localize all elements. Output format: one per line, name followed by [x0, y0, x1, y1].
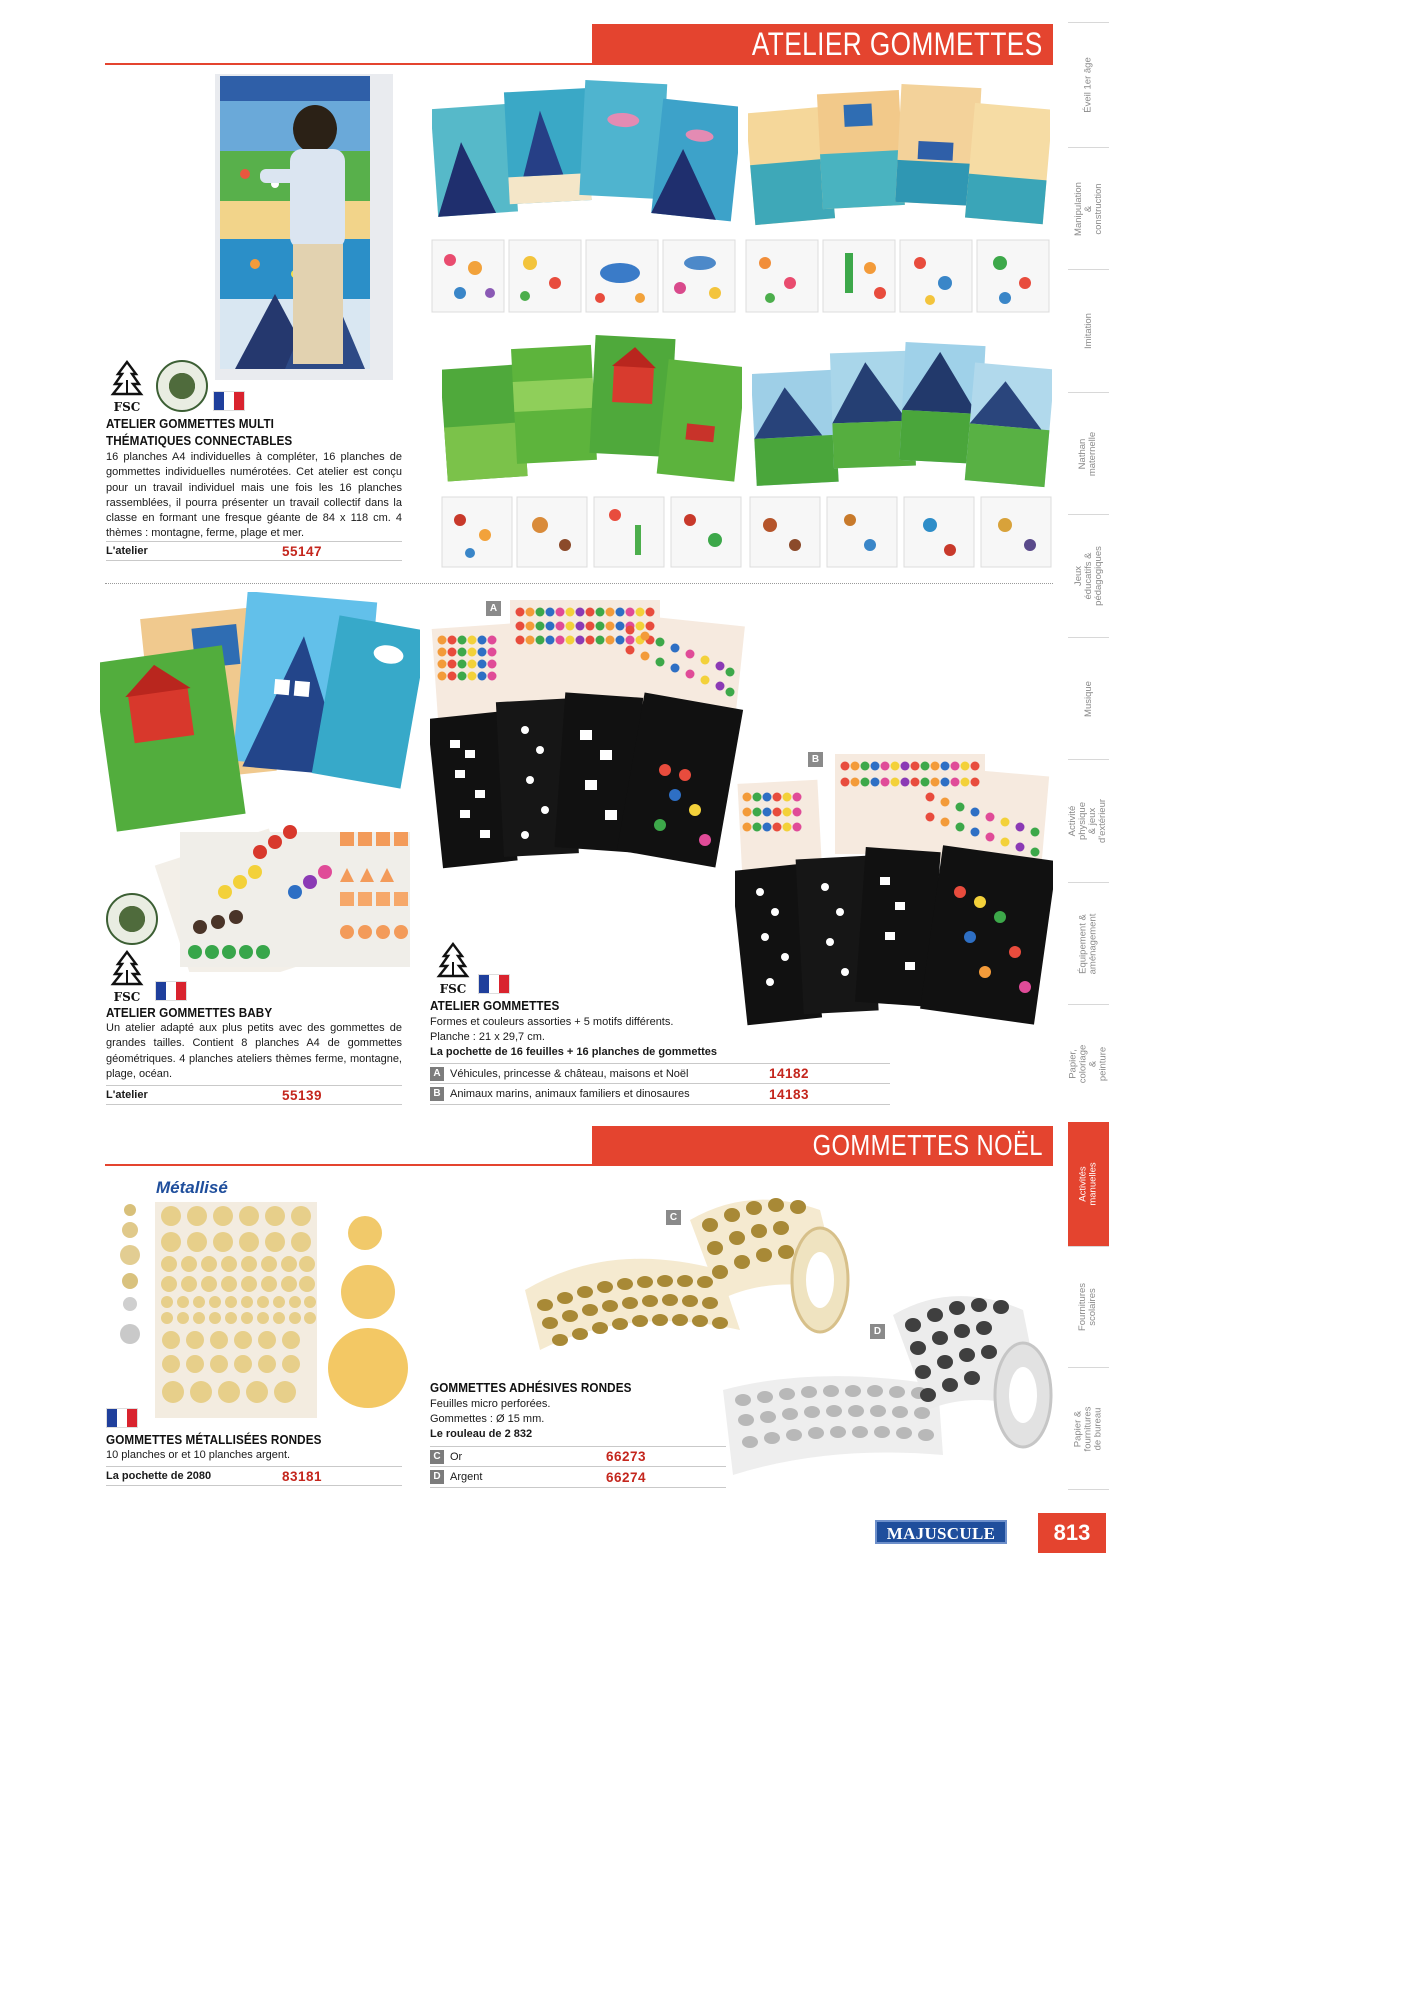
product-title-multi-1: ATELIER GOMMETTES MULTI: [106, 416, 275, 431]
product-title-multi-2: THÉMATIQUES CONNECTABLES: [106, 433, 293, 448]
product-line-atelier-1: Formes et couleurs assorties + 5 motifs différents.: [430, 1016, 674, 1028]
dotted-separator: [105, 583, 1053, 584]
fsc-logo-baby: FSC: [104, 950, 150, 1006]
tab-jeux-educatifs[interactable]: Jeux éducatifs & pédagogiques: [1068, 514, 1109, 637]
product-desc-multi: 16 planches A4 individuelles à compléter, 16 planches de gommettes individuelles numérotées. Cet atelier est conçu pour un travail individuel mais une fois les 16 planches rassemblées, il pourra présenter un travail collectif dans la classe en formant une fresque géante de 84 x 118 cm. 4 thèmes : montagne, ferme, plage et mer.: [106, 451, 402, 540]
product-title-baby: ATELIER GOMMETTES BABY: [106, 1005, 273, 1020]
tab-papier-coloriage[interactable]: Papier, coloriage & peinture: [1068, 1004, 1109, 1122]
metallise-badge: Métallisé: [156, 1178, 228, 1197]
section-title-atelier: ATELIER GOMMETTES: [592, 24, 1053, 65]
imprim-vert-logo: [156, 360, 208, 412]
tab-fournitures-scolaires[interactable]: Fournitures scolaires: [1068, 1246, 1109, 1367]
tab-equipement[interactable]: Équipement & aménagement: [1068, 882, 1109, 1004]
product-title-metal: GOMMETTES MÉTALLISÉES RONDES: [106, 1432, 322, 1447]
photo-atelier-a: [430, 600, 746, 882]
ref-metal: 83181: [282, 1468, 323, 1484]
variant-row-d: [430, 1467, 726, 1488]
tab-activite-physique[interactable]: Activité physique & jeux d'extérieur: [1068, 759, 1109, 882]
product-desc-baby: Un atelier adapté aux plus petits avec des gommettes de grandes tailles. Contient 8 planches A4 de gommettes géométriques. 4 planches ateliers thèmes ferme, montagne, plage, océan.: [106, 1022, 402, 1080]
price-row-metal: La pochette de 2080 83181: [106, 1466, 402, 1486]
photo-sheets-ocean: [432, 80, 738, 230]
variant-row-a: [430, 1063, 890, 1084]
ref-baby: 55139: [282, 1087, 323, 1103]
photo-sticker-row-1: [430, 238, 1052, 314]
tab-activites-manuelles[interactable]: Activités manuelles: [1068, 1122, 1109, 1246]
photo-child-fresco: [215, 74, 393, 380]
tab-manipulation[interactable]: Manipulation & construction: [1068, 147, 1109, 269]
product-pack-atelier: La pochette de 16 feuilles + 16 planches de gommettes: [430, 1046, 718, 1058]
category-sidebar: [1068, 22, 1109, 1490]
variant-tag-a: A: [486, 601, 501, 616]
variant-tag-c: C: [666, 1210, 681, 1225]
photo-sheets-mountain: [752, 342, 1052, 494]
ref-multi: 55147: [282, 543, 323, 559]
tab-musique[interactable]: Musique: [1068, 637, 1109, 759]
imprim-vert-logo-baby: [106, 893, 158, 945]
ref-14182: 14182: [769, 1066, 810, 1081]
photo-sticker-row-2: [440, 495, 1052, 569]
tab-nathan[interactable]: Nathan maternelle: [1068, 392, 1109, 514]
ref-14183: 14183: [769, 1086, 810, 1102]
france-flag-icon: [106, 1408, 138, 1428]
photo-metallic-stickers: [115, 1198, 415, 1420]
product-line-rondes-1: Feuilles micro perforées.: [430, 1398, 551, 1410]
variant-label-d: Argent: [450, 1471, 483, 1483]
page-number: 813: [1038, 1513, 1106, 1553]
photo-sheets-farm: [442, 335, 742, 485]
tab-imitation[interactable]: Imitation: [1068, 269, 1109, 392]
variant-tag-d: D: [870, 1324, 885, 1339]
product-pack-rondes: Le rouleau de 2 832: [430, 1428, 533, 1440]
variant-label-a: Véhicules, princesse & château, maisons et Noël: [450, 1067, 689, 1080]
ref-66273: 66273: [606, 1449, 647, 1464]
tab-papier-bureau[interactable]: Papier & fournitures de bureau: [1068, 1367, 1109, 1490]
france-flag-icon: [213, 391, 245, 411]
product-desc-metal: 10 planches or et 10 planches argent.: [106, 1449, 291, 1461]
variant-label-c: Or: [450, 1450, 463, 1463]
tab-eveil[interactable]: Éveil 1er âge: [1068, 22, 1109, 147]
variant-letter-a: A: [430, 1067, 444, 1081]
product-title-rondes: GOMMETTES ADHÉSIVES RONDES: [430, 1380, 632, 1395]
product-line-rondes-2: Gommettes : Ø 15 mm.: [430, 1413, 545, 1425]
brand-logo: MAJUSCULE: [875, 1520, 1007, 1544]
product-line-atelier-2: Planche : 21 x 29,7 cm.: [430, 1031, 545, 1043]
section-title-noel: GOMMETTES NOËL: [592, 1126, 1053, 1166]
variant-letter-b: B: [430, 1087, 444, 1101]
france-flag-icon: [478, 974, 510, 994]
ref-66274: 66274: [606, 1469, 647, 1485]
variant-letter-d: D: [430, 1470, 444, 1484]
variant-label-b: Animaux marins, animaux familiers et dinosaures: [450, 1088, 690, 1100]
price-row-multi: L'atelier 55147: [106, 541, 402, 561]
france-flag-icon: [155, 981, 187, 1001]
variant-row-b: [430, 1084, 890, 1105]
variant-letter-c: C: [430, 1450, 444, 1464]
product-title-atelier: ATELIER GOMMETTES: [430, 998, 560, 1013]
variant-tag-b: B: [808, 752, 823, 767]
variant-row-c: [430, 1446, 726, 1467]
photo-roll-silver: [718, 1285, 1053, 1480]
photo-sheets-beach: [748, 82, 1050, 232]
photo-atelier-b: [735, 752, 1053, 1037]
price-row-baby: L'atelier 55139: [106, 1085, 402, 1105]
fsc-logo-atelier: FSC: [430, 942, 476, 998]
fsc-logo: FSC: [104, 360, 150, 416]
